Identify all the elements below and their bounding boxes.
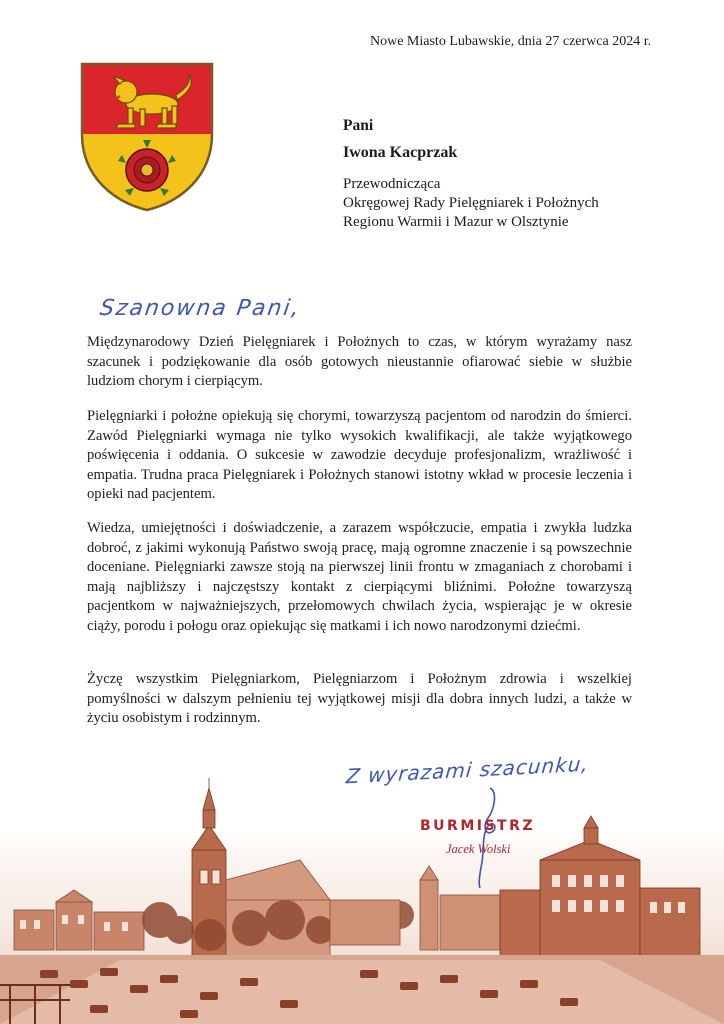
- signature-icon: [468, 780, 508, 890]
- coat-of-arms-icon: [80, 62, 214, 212]
- handwritten-closing: Z wyrazami szacunku,: [345, 751, 590, 789]
- signatory-name: Jacek Wolski: [446, 842, 511, 856]
- recipient-line: Przewodnicząca: [343, 176, 441, 192]
- recipient-line: Okręgowej Rady Pielęgniarek i Położnych: [343, 195, 599, 211]
- body-paragraph: Wiedza, umiejętności i doświadczenie, a zarazem współczucie, empatia i zwykła ludzka dobroć, z jakimi wykonują Państwo swoją pracę, mają ogromne znaczenie i są powszechnie doceniane. Pielęgniarki zawsze stoją na pierwszej linii frontu w zmaganiach z chorobami i mają najbliższy i najczęstszy kontakt z cierpiącymi bliźnimi. Położne towarzyszą pacjentkom w najważniejszych, przełomowych chwilach życia, wspierając je w okresie ciąży, porodu i połogu oraz opiekując się matkami i ich nowo narodzonymi dziećmi.: [87, 520, 632, 634]
- signatory-title: BURMISTRZ: [420, 818, 536, 834]
- town-square-photo-icon: [0, 770, 724, 1024]
- body-paragraph: Życzę wszystkim Pielęgniarkom, Pielęgniarzom i Położnym zdrowia i wszelkiej pomyślności w dalszym pełnieniu tej wyjątkowej misji dla dobra innych ludzi, a także w życiu osobistym i rodzinnym.: [87, 671, 632, 727]
- body-paragraph: Pielęgniarki i położne opiekują się chorymi, towarzyszą pacjentom od narodzin do śmierci. Zawód Pielęgniarki wymaga nie tylko wysokich kwalifikacji, ale także wyjątkowego poświęcenia i oddania. O sukcesie w zawodzie decyduje profesjonalizm, wrażliwość i empatia. Trudna praca Pielęgniarek i Położnych stanowi istotny wkład w procesie leczenia i opieki nad pacjentem.: [87, 408, 632, 503]
- recipient-line: Regionu Warmii i Mazur w Olsztynie: [343, 214, 569, 230]
- body-paragraph: Międzynarodowy Dzień Pielęgniarek i Położnych to czas, w którym wyrażamy nasz szacunek i podziękowanie dla osób gotowych nieustannie ofiarować siebie w służbie ludziom chorym i cierpiącym.: [87, 334, 632, 390]
- recipient-name: Iwona Kacprzak: [343, 144, 458, 161]
- date-line: Nowe Miasto Lubawskie, dnia 27 czerwca 2024 r.: [370, 34, 652, 49]
- recipient-salutation: Pani: [343, 117, 374, 134]
- handwritten-greeting: Szanowna Pani,: [98, 296, 303, 321]
